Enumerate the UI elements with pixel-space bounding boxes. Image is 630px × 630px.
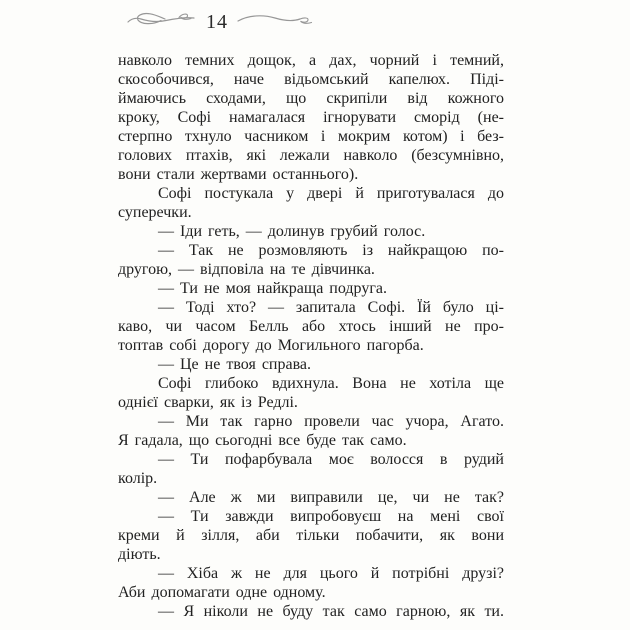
text-line: каво, чи часом Белль або хтось інший не про- bbox=[118, 318, 504, 335]
flourish-right-icon bbox=[237, 10, 315, 35]
text-line: — Це не твоя справа. bbox=[158, 356, 312, 373]
text-line: кроку, Софі намагалася ігнорувати сморід (не- bbox=[118, 109, 504, 126]
text-line: — Але ж ми виправили це, чи не так? bbox=[158, 489, 504, 506]
text-line: суперечки. bbox=[118, 204, 192, 221]
text-line: — Ти не моя найкраща подруга. bbox=[158, 280, 387, 297]
text-line: — Тоді хто? — запитала Софі. Їй було ці- bbox=[158, 299, 504, 316]
text-line: — Хіба ж не для цього й потрібні друзі? bbox=[158, 565, 504, 582]
text-line: навколо темних дощок, а дах, чорний і темний, bbox=[118, 52, 504, 69]
text-line: стерпно тхнуло часником і мокрим котом) і без- bbox=[118, 128, 504, 145]
text-line: ймаючись сходами, що скрипіли від кожного bbox=[118, 90, 504, 107]
text-line: — Ми так гарно провели час учора, Агато. bbox=[158, 413, 504, 430]
page-number: 14 bbox=[206, 11, 228, 33]
text-line: колір. bbox=[118, 470, 158, 487]
flourish-left-icon bbox=[127, 8, 197, 37]
text-line: другою, — відповіла на те дівчинка. bbox=[118, 261, 375, 278]
page-header bbox=[127, 8, 315, 36]
text-line: Я гадала, що сьогодні все буде так само. bbox=[118, 432, 407, 449]
page-text bbox=[118, 51, 504, 621]
text-line: — Я ніколи не буду так само гарною, як ти. bbox=[158, 603, 504, 620]
text-line: — Іди геть, — долинув грубий голос. bbox=[158, 223, 426, 240]
text-line: — Ти пофарбувала моє волосся в рудий bbox=[158, 451, 504, 468]
text-line: Софі глибоко вдихнула. Вона не хотіла ще bbox=[158, 375, 504, 392]
text-line: діють. bbox=[118, 546, 161, 563]
text-line: — Так не розмовляють із найкращою по- bbox=[158, 242, 504, 259]
text-line: голових птахів, які лежали навколо (безсумнівно, bbox=[118, 147, 504, 164]
text-line: топтав собі дорогу до Могильного пагорба. bbox=[118, 337, 424, 354]
text-line: скособочився, наче відьомський капелюх. Піді- bbox=[118, 71, 504, 88]
text-line: вони стали жертвами останнього). bbox=[118, 166, 359, 183]
text-line: креми й зілля, аби тільки побачити, як вони bbox=[118, 527, 504, 544]
text-line: однієї сварки, як із Редлі. bbox=[118, 394, 298, 411]
text-line: Софі постукала у двері й приготувалася до bbox=[158, 185, 504, 202]
text-line: Аби допомагати одне одному. bbox=[118, 584, 326, 601]
text-line: — Ти завжди випробовуєш на мені свої bbox=[158, 508, 504, 525]
